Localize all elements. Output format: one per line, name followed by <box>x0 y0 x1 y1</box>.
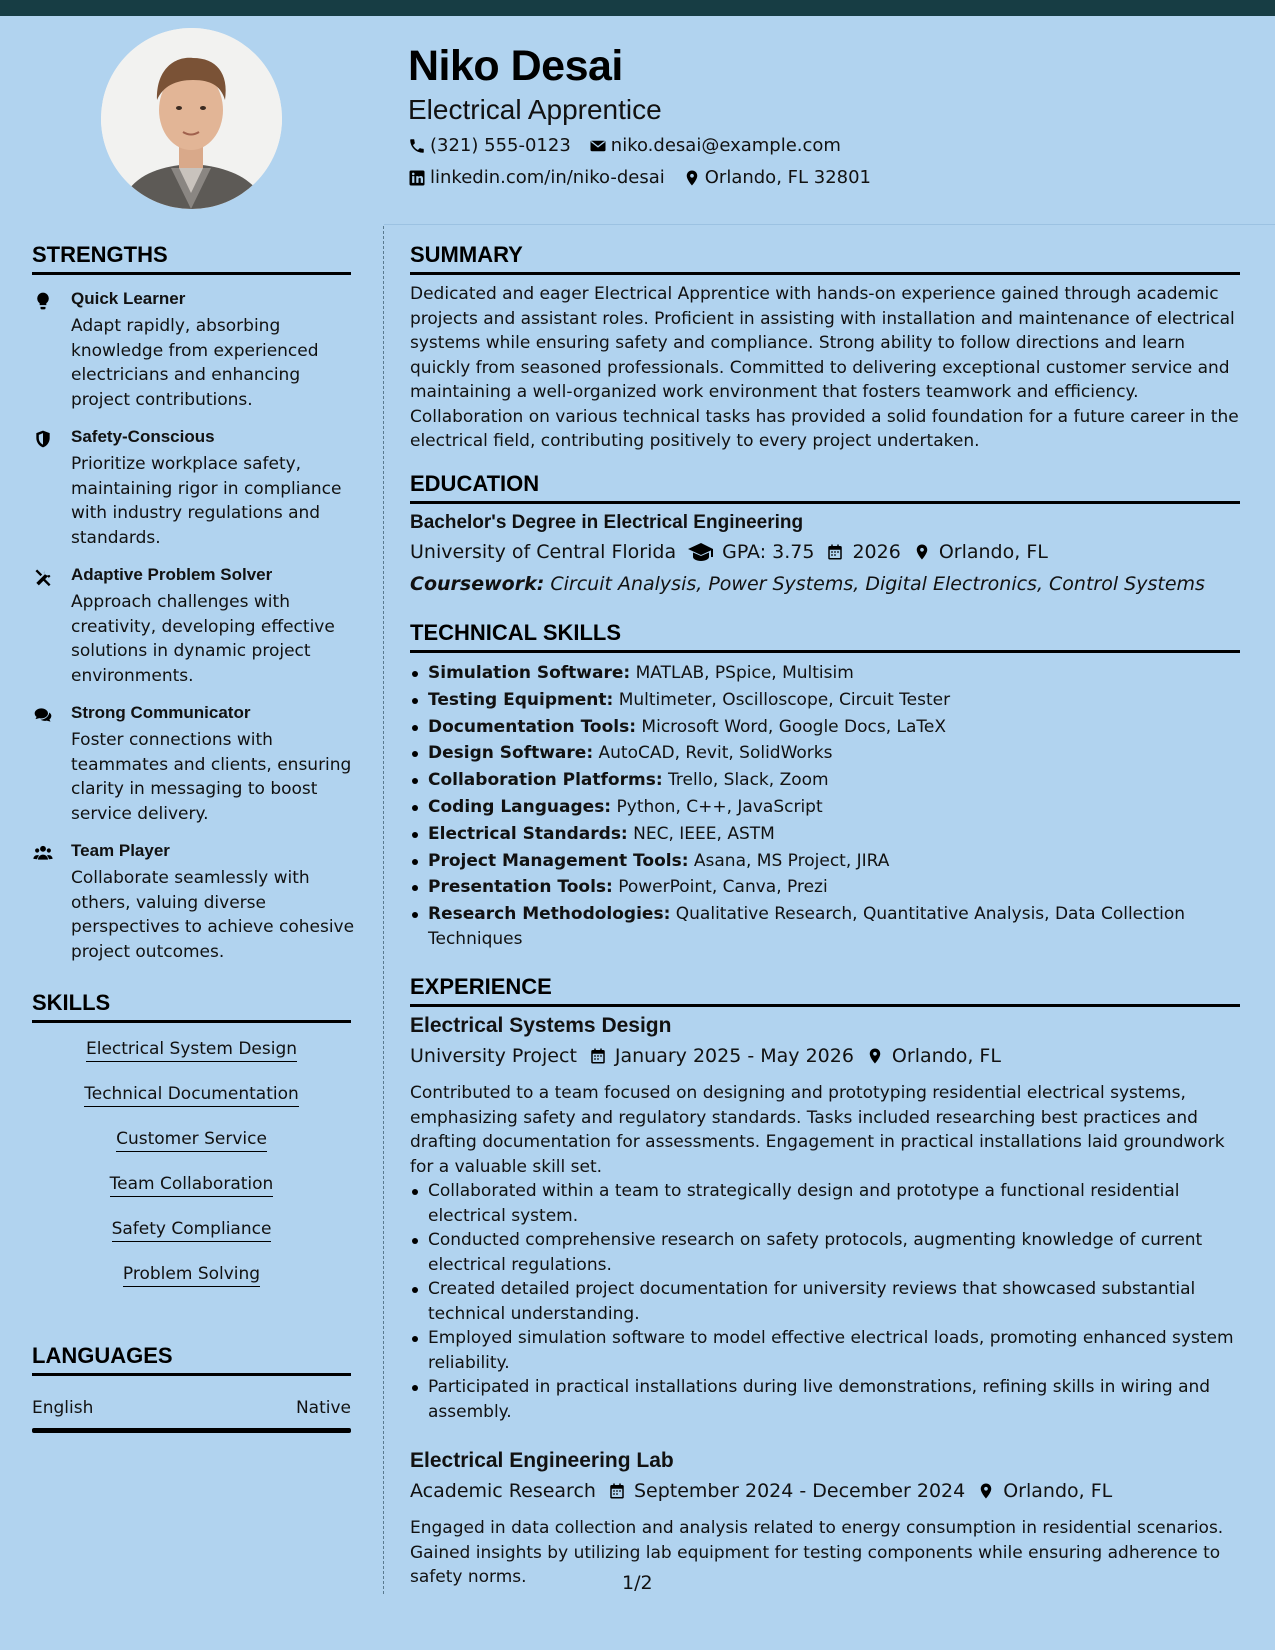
strength-desc: Foster connections with teammates and clients, ensuring clarity in messaging to boost service delivery. <box>71 730 352 824</box>
job-title: Electrical Systems Design <box>410 1014 672 1037</box>
list-item: Testing Equipment: Multimeter, Oscilloscope, Circuit Tester <box>410 688 1240 713</box>
tools-icon <box>32 567 54 587</box>
contact-row-1 <box>408 135 841 156</box>
calendar-icon <box>589 1047 607 1065</box>
calendar-icon <box>826 543 844 561</box>
experience-heading: EXPERIENCE <box>410 974 1240 1007</box>
skill-tag: Problem Solving <box>32 1264 351 1284</box>
list-item: Participated in practical installations during live demonstrations, refining skills in wiring and assembly. <box>410 1375 1240 1424</box>
location-text: Orlando, FL 32801 <box>704 167 872 188</box>
gpa: GPA: 3.75 <box>688 541 814 563</box>
school-name: University of Central Florida <box>410 541 677 563</box>
job-bullets <box>410 1179 1240 1424</box>
coursework-list: Circuit Analysis, Power Systems, Digital Electronics, Control Systems <box>550 573 1205 595</box>
language-name: English <box>32 1398 94 1418</box>
strength-item <box>32 289 351 414</box>
education-heading: EDUCATION <box>410 471 1240 504</box>
users-icon <box>32 843 54 863</box>
job-dates: September 2024 - December 2024 <box>608 1480 965 1502</box>
strength-item <box>32 427 351 552</box>
candidate-title: Electrical Apprentice <box>408 94 662 125</box>
contact-linkedin[interactable] <box>408 167 665 188</box>
list-item: Created detailed project documentation for university reviews that showcased substantial technical understanding. <box>410 1277 1240 1326</box>
map-pin-icon <box>977 1482 995 1500</box>
education-meta <box>410 541 1240 563</box>
summary-text: Dedicated and eager Electrical Apprentice with hands-on experience gained through academic projects and assistant roles. Proficient in assisting with installation and maintenance of electrical systems while ensuring safety and compliance. Strong ability to follow directions and learn quickly from seasoned professionals. Committed to delivering exceptional customer service and maintaining a well-organized work environment that fosters teamwork and efficiency. Collaboration on various technical tasks has provided a solid foundation for a future career in the electrical field, contributing positively to every project undertaken. <box>410 284 1239 451</box>
strength-desc: Adapt rapidly, absorbing knowledge from experienced electricians and enhancing project contributions. <box>71 316 319 410</box>
strength-title: Safety-Conscious <box>71 427 215 446</box>
language-level: Native <box>295 1398 351 1418</box>
strength-item <box>32 841 355 966</box>
shield-icon <box>32 429 54 449</box>
calendar-icon <box>608 1482 626 1500</box>
job-title: Electrical Engineering Lab <box>410 1449 674 1472</box>
top-bar <box>0 0 1275 16</box>
job-meta <box>410 1480 1240 1502</box>
list-item: Design Software: AutoCAD, Revit, SolidWorks <box>410 741 1240 766</box>
job-org: University Project <box>410 1045 577 1067</box>
job-dates: January 2025 - May 2026 <box>589 1045 854 1067</box>
linkedin-text: linkedin.com/in/niko-desai <box>430 167 665 188</box>
phone-text: (321) 555-0123 <box>430 135 571 156</box>
contact-phone[interactable] <box>408 135 571 156</box>
strength-item <box>32 565 351 690</box>
languages-heading: LANGUAGES <box>32 1343 351 1376</box>
technical-skills-list <box>410 661 1240 953</box>
strength-title: Team Player <box>71 841 170 860</box>
map-pin-icon <box>913 543 931 561</box>
contact-email[interactable] <box>589 135 841 156</box>
coursework <box>410 573 1240 595</box>
job-description: Engaged in data collection and analysis related to energy consumption in residential scenarios. Gained insights by utilizing lab equipment for testing components while ensuring adherence to safety norms. <box>410 1518 1224 1587</box>
list-item: Employed simulation software to model effective electrical loads, promoting enhanced system reliability. <box>410 1326 1240 1375</box>
skill-tag: Electrical System Design <box>32 1039 351 1059</box>
list-item: Collaborated within a team to strategically design and prototype a functional residential electrical system. <box>410 1179 1240 1228</box>
job-location: Orlando, FL <box>866 1045 1001 1067</box>
technical-skills-heading: TECHNICAL SKILLS <box>410 620 1240 653</box>
graduation-cap-icon <box>688 542 714 562</box>
strengths-heading: STRENGTHS <box>32 242 351 275</box>
list-item: Electrical Standards: NEC, IEEE, ASTM <box>410 822 1240 847</box>
list-item: Presentation Tools: PowerPoint, Canva, Prezi <box>410 875 1240 900</box>
summary-heading: SUMMARY <box>410 242 1240 275</box>
list-item: Research Methodologies: Qualitative Research, Quantitative Analysis, Data Collection Techniques <box>410 902 1240 951</box>
job-description: Contributed to a team focused on designing and prototyping residential electrical systems, emphasizing safety and regulatory standards. Tasks included researching best practices and drafting documentation for assessments. Engagement in practical installations laid groundwork for a valuable skill set. <box>410 1083 1225 1177</box>
strength-title: Quick Learner <box>71 289 186 308</box>
phone-icon <box>408 137 426 155</box>
strength-item <box>32 703 351 828</box>
list-item: Simulation Software: MATLAB, PSpice, Multisim <box>410 661 1240 686</box>
list-item: Collaboration Platforms: Trello, Slack, Zoom <box>410 768 1240 793</box>
school-location: Orlando, FL <box>913 541 1048 563</box>
page-number: 1/2 <box>622 1572 653 1594</box>
degree-title: Bachelor's Degree in Electrical Engineering <box>410 512 804 533</box>
contact-location <box>683 167 871 188</box>
skill-tag: Customer Service <box>32 1129 351 1149</box>
skill-tag: Team Collaboration <box>32 1174 351 1194</box>
email-text: niko.desai@example.com <box>610 135 841 156</box>
strength-title: Adaptive Problem Solver <box>71 565 273 584</box>
list-item: Project Management Tools: Asana, MS Project, JIRA <box>410 849 1240 874</box>
list-item: Conducted comprehensive research on safety protocols, augmenting knowledge of current electrical regulations. <box>410 1228 1240 1277</box>
map-pin-icon <box>866 1047 884 1065</box>
strength-desc: Collaborate seamlessly with others, valuing diverse perspectives to achieve cohesive project outcomes. <box>71 868 355 962</box>
job-meta <box>410 1045 1240 1067</box>
header-divider <box>384 224 1275 225</box>
strength-desc: Prioritize workplace safety, maintaining rigor in compliance with industry regulations and standards. <box>71 454 342 548</box>
candidate-name: Niko Desai <box>408 42 623 90</box>
linkedin-icon <box>408 169 426 187</box>
map-pin-icon <box>683 169 701 187</box>
job-org: Academic Research <box>410 1480 596 1502</box>
list-item: Documentation Tools: Microsoft Word, Google Docs, LaTeX <box>410 715 1240 740</box>
skills-heading: SKILLS <box>32 990 351 1023</box>
column-divider <box>383 226 384 1594</box>
language-level-bar <box>32 1428 351 1433</box>
strength-desc: Approach challenges with creativity, developing effective solutions in dynamic project environments. <box>71 592 335 686</box>
contact-row-2 <box>408 167 871 188</box>
envelope-icon <box>589 137 607 155</box>
profile-photo <box>101 28 282 209</box>
strength-title: Strong Communicator <box>71 703 251 722</box>
graduation-year: 2026 <box>826 541 900 563</box>
job-location: Orlando, FL <box>977 1480 1112 1502</box>
list-item: Coding Languages: Python, C++, JavaScript <box>410 795 1240 820</box>
skill-tag: Technical Documentation <box>32 1084 351 1104</box>
coursework-label: Coursework: <box>410 573 545 595</box>
language-row <box>32 1398 351 1418</box>
lightbulb-icon <box>32 291 54 311</box>
skill-tag: Safety Compliance <box>32 1219 351 1239</box>
comments-icon <box>32 705 54 725</box>
